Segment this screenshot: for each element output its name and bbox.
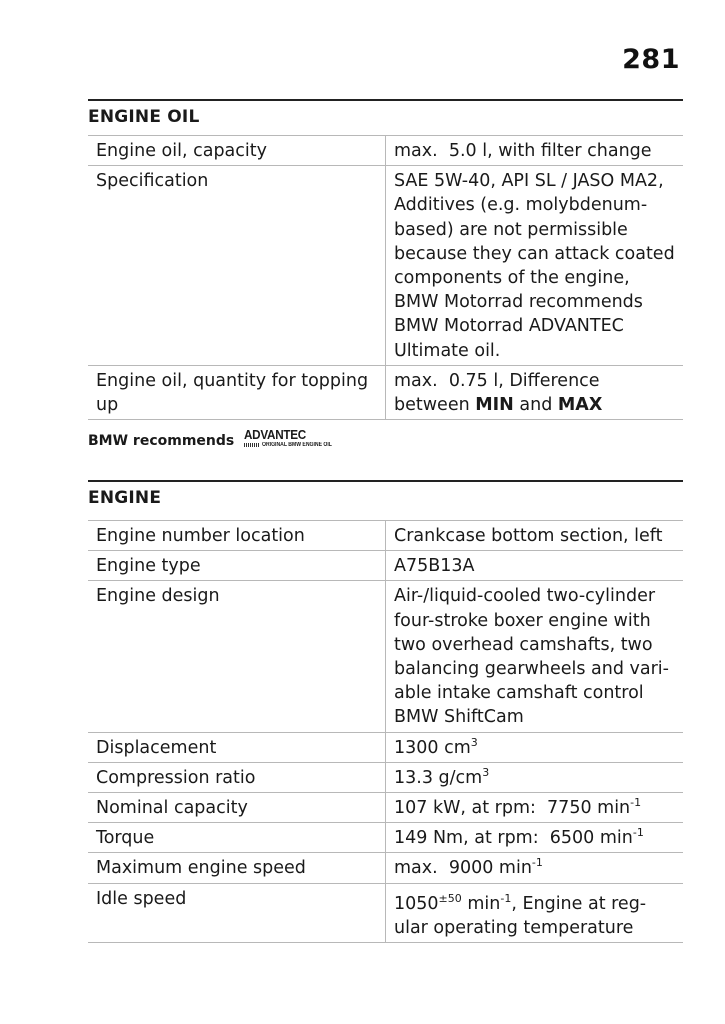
- value-text: 149 Nm, at rpm: 6500 min: [394, 828, 633, 849]
- engine-table: [88, 520, 683, 943]
- page-number: 281: [622, 44, 680, 75]
- logo-main-text: ADVANTEC: [244, 427, 307, 442]
- row-label: Specification: [88, 166, 386, 366]
- max-label: MAX: [557, 395, 603, 416]
- engine-oil-table: [88, 135, 683, 420]
- table-row: [88, 551, 683, 581]
- row-label: Compression ratio: [88, 762, 386, 792]
- tolerance: ±50: [438, 891, 462, 905]
- bmw-recommends: [88, 428, 344, 449]
- value-text: min: [461, 893, 501, 914]
- table-row: [88, 853, 683, 883]
- value-text: 1050: [394, 893, 439, 914]
- row-label: Engine oil, capacity: [88, 136, 386, 166]
- unit-exponent: 3: [482, 765, 490, 779]
- row-label: Idle speed: [88, 883, 386, 942]
- row-value: Crankcase bottom section, left: [386, 521, 684, 551]
- unit-exponent: -1: [632, 826, 644, 840]
- value-text: max. 0.75 l, Difference between: [394, 370, 600, 416]
- value-text: 1300 cm: [394, 737, 471, 758]
- row-label: Nominal capacity: [88, 793, 386, 823]
- value-text: , Engine at reg-ular operating temperature: [394, 893, 647, 938]
- table-row: [88, 521, 683, 551]
- row-value: [386, 762, 684, 792]
- table-row: [88, 732, 683, 762]
- row-value: [386, 883, 684, 942]
- value-text: 13.3 g/cm: [394, 767, 483, 788]
- logo-sub-text: ORIGINAL BMW ENGINE OIL: [262, 442, 332, 448]
- section-title-engine-oil: ENGINE OIL: [88, 107, 200, 127]
- value-text: 107 kW, at rpm: 7750 min: [394, 798, 631, 819]
- row-value: [386, 793, 684, 823]
- row-label: Engine type: [88, 551, 386, 581]
- row-value: Air-/liquid-cooled two-cylinder four-stroke boxer engine with two overhead camshafts, two balancing gearwheels and vari-able intake camshaft control BMW ShiftCam: [386, 581, 684, 732]
- row-value: [386, 853, 684, 883]
- unit-exponent: -1: [630, 796, 642, 810]
- section-title-engine: ENGINE: [88, 488, 162, 508]
- table-row: [88, 762, 683, 792]
- engine-section: [88, 480, 683, 943]
- row-value: [386, 823, 684, 853]
- row-value: [386, 732, 684, 762]
- row-label: Engine design: [88, 581, 386, 732]
- row-value: A75B13A: [386, 551, 684, 581]
- table-row: [88, 136, 683, 166]
- unit-exponent: -1: [531, 856, 543, 870]
- min-label: MIN: [475, 395, 514, 416]
- unit-exponent: -1: [500, 891, 512, 905]
- table-row: [88, 823, 683, 853]
- value-text: and: [513, 395, 558, 416]
- row-label: Maximum engine speed: [88, 853, 386, 883]
- row-value: SAE 5W-40, API SL / JASO MA2, Additives (e.g. molybdenum-based) are not permissible because they can attack coated components of the engine, BMW Motorrad recommends BMW Motorrad ADVANTEC Ultimate oil.: [386, 166, 684, 366]
- row-value: [386, 365, 684, 419]
- unit-exponent: 3: [470, 735, 478, 749]
- row-label: Engine oil, quantity for topping up: [88, 365, 386, 419]
- table-row: [88, 581, 683, 732]
- table-row: [88, 793, 683, 823]
- engine-oil-section: [88, 99, 683, 420]
- table-row: [88, 365, 683, 419]
- logo-bars-icon: [244, 443, 259, 447]
- row-label: Torque: [88, 823, 386, 853]
- advantec-logo: [244, 428, 344, 448]
- table-row: [88, 883, 683, 942]
- row-label: Displacement: [88, 732, 386, 762]
- row-value: max. 5.0 l, with filter change: [386, 136, 684, 166]
- logo-sub-row: [244, 442, 344, 448]
- row-label: Engine number location: [88, 521, 386, 551]
- recommends-text: BMW recommends: [88, 433, 235, 449]
- table-row: [88, 166, 683, 366]
- value-text: max. 9000 min: [394, 858, 532, 879]
